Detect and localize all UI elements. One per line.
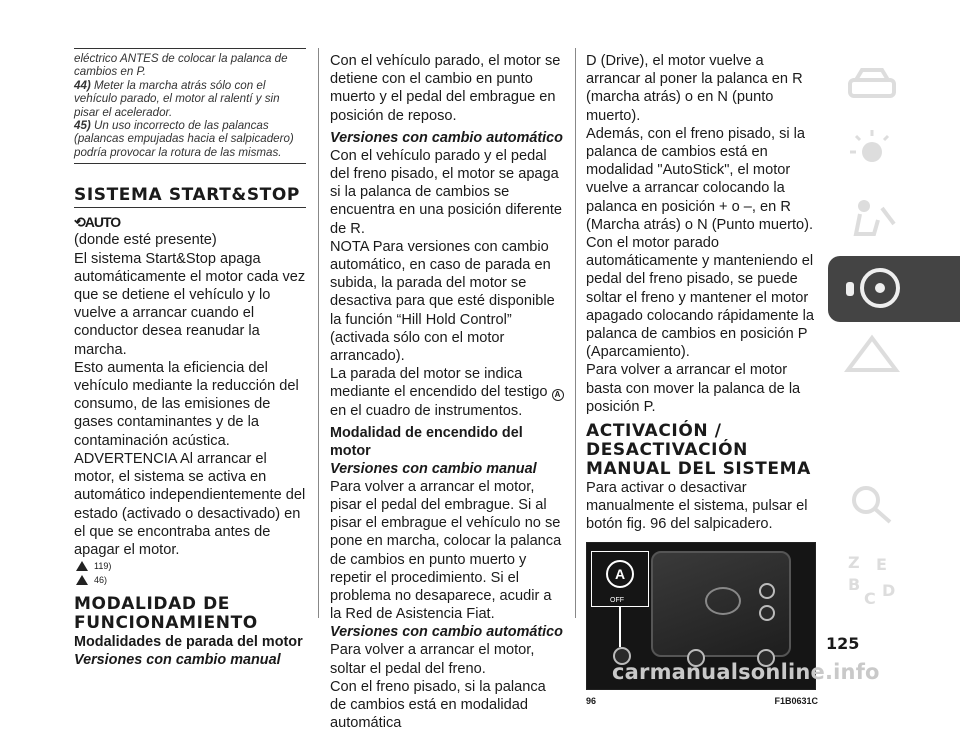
side-button [759,583,775,599]
infotainment-screen [651,551,791,657]
paragraph: Para volver a arrancar el motor basta con mover la palanca de la posición P. [586,362,801,415]
tab-index[interactable] [828,544,960,610]
subsection-title: Versiones con cambio automático [330,129,563,146]
start-stop-symbol: ⟲AUTO [74,214,121,231]
tab-maintenance[interactable] [828,470,960,536]
airbag-icon [842,194,902,246]
side-button [759,605,775,621]
warning-triangle-icon [76,561,88,571]
index-icon [842,550,902,612]
tab-safety[interactable] [828,188,960,254]
subsection-title: Modalidad de encendido del motor [330,424,523,459]
column-3 [586,52,818,710]
paragraph: La parada del motor se indica mediante el encendido del testigo A en el cuadro de instrumentos. [330,365,564,420]
paragraph: Además, con el freno pisado, si la palanca de cambios está en modalidad "AutoStick", el motor vuelve a arrancar colocando la palanca en posición + o –, en R (Marcha atrás) o N (Punto muerto). [586,125,814,233]
watermark: carmanualsonline.info [612,660,880,684]
tab-lights[interactable] [828,120,960,186]
paragraph: (donde esté presente) [74,232,217,249]
svg-text:Z: Z [848,553,860,572]
section-title: ACTIVACIÓN / DESACTIVACIÓN MANUAL DEL SISTEMA [586,421,811,480]
auto-stop-indicator-icon: A [552,389,564,401]
page-number: 125 [826,634,860,653]
warning-ref: 119) [76,559,306,573]
paragraph: Con el vehículo parado, el motor se detiene con el cambio en punto muerto y el pedal del embrague en posición de reposo. [330,53,561,124]
lights-icon [842,126,902,178]
tab-warning-lights[interactable] [828,324,960,390]
figure-code: F1B0631C [774,695,818,706]
svg-text:D: D [882,581,896,600]
svg-text:C: C [864,589,876,608]
subsection-title: Versiones con cambio automático [330,624,563,641]
note-line: 44) Meter la marcha atrás sólo con el vehículo parado, el motor al ralentí y sin pisar el acelerador. [74,78,280,119]
tab-starting-driving[interactable] [828,256,960,322]
column-divider [318,48,319,618]
caution-triangle-icon [76,575,88,585]
callout-line [619,607,621,647]
brand-logo [705,587,741,615]
paragraph: D (Drive), el motor vuelve a arrancar al poner la palanca en R (marcha atrás) o en N (punto muerto). [586,53,803,124]
steering-key-icon [842,262,902,314]
svg-text:E: E [876,555,887,574]
paragraph: Con el vehículo parado y el pedal del freno pisado, el motor se apaga si la palanca de cambios se encuentra en una posición diferente de R. [330,147,563,237]
section-title: MODALIDAD DE FUNCIONAMIENTO [74,594,258,634]
section-title: SISTEMA START&STOP [74,186,306,208]
column-1 [74,48,306,669]
paragraph: Para activar o desactivar manualmente el sistema, pulsar el botón fig. 96 del salpicadero. [586,480,808,533]
car-icon [842,58,902,110]
figure-number: 96 [586,695,597,706]
subsection-title: Modalidades de parada del motor [74,634,303,651]
off-label: OFF [610,596,624,604]
caution-ref: 46) [76,573,306,587]
subsection-title: Versiones con cambio manual [330,460,537,477]
note-line: 45) Un uso incorrecto de las palancas (palancas empujadas hacia el salpicadero) podría provocar la rotura de las mismas. [74,119,294,159]
paragraph: Con el motor parado automáticamente y manteniendo el pedal del freno pisado, se puede soltar el freno y mantener el motor apagado colocando rápidamente la palanca de cambios en posición P (Aparcamiento). [586,235,814,361]
column-divider [575,48,576,618]
callout-box [591,551,649,607]
paragraph: Para volver a arrancar el motor, soltar el pedal del freno. [330,642,535,677]
column-2 [330,52,564,733]
warning-crash-icon [842,330,902,382]
svg-text:B: B [848,575,861,594]
tab-car[interactable] [828,52,960,118]
paragraph: Esto aumenta la eficiencia del vehículo mediante la reducción del consumo, de las emisiones de gases contaminantes y de la contaminación acústica. [74,359,299,449]
subsection-title: Versiones con cambio manual [74,652,281,669]
paragraph: Para volver a arrancar el motor, pisar el pedal del embrague. Si al pisar el embrague el vehículo no se pone en marcha, colocar la palanca de cambios en punto muerto y repetir el procedimiento. Si el problema no desaparece, acudir a la Red de Asistencia Fiat. [330,478,562,623]
paragraph: El sistema Start&Stop apaga automáticamente el motor cada vez que se detiene el vehículo y lo vuelve a arrancar cuando el conductor desea reanudar la marcha. [74,250,306,358]
paragraph: ADVERTENCIA Al arrancar el motor, el sistema se activa en automático independientemente del estado (activado o desactivado) en el que se encontraba antes de apagar el motor. [74,450,306,558]
warning-notes [74,48,306,164]
start-stop-symbol-zoom: A [606,560,634,588]
paragraph: NOTA Para versiones con cambio automático, en caso de parada en subida, la parada del motor se desactiva para que esté disponible la función “Hill Hold Control” (activada sólo con el motor arrancado). [330,238,555,365]
figure-caption [586,692,818,710]
note-line: eléctrico ANTES de colocar la palanca de cambios en P. [74,52,288,79]
tools-icon [842,476,902,528]
paragraph: Con el freno pisado, si la palanca de cambios está en modalidad automática [330,678,546,732]
